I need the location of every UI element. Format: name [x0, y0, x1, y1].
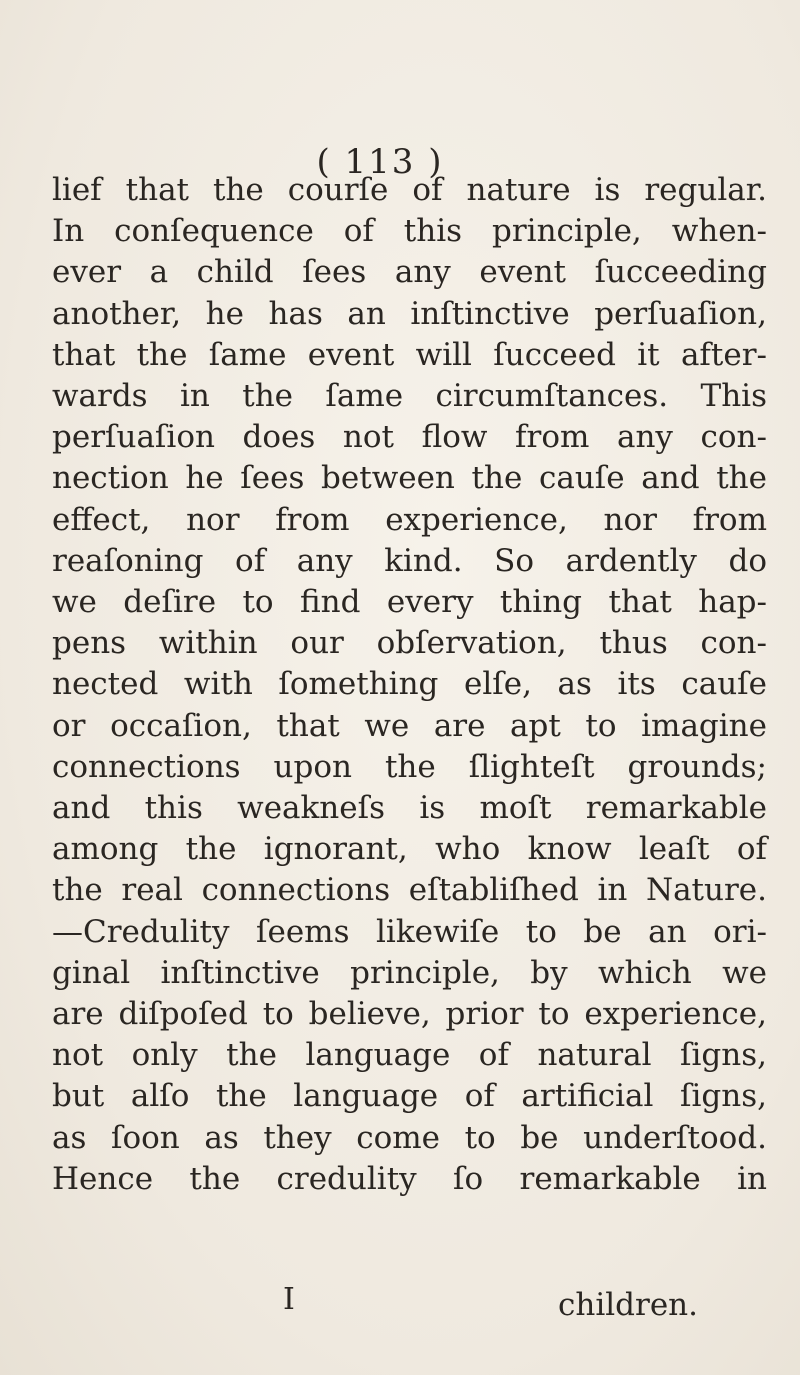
- text-line: Hence the credulity ſo remarkable in: [52, 1160, 767, 1197]
- text-line: among the ignorant, who know leaſt of: [52, 831, 767, 868]
- text-line: reaſoning of any kind. So ardently do: [52, 542, 767, 579]
- page-number: ( 113 ): [316, 142, 444, 182]
- text-line: and this weakneſs is moſt remarkable: [52, 790, 767, 827]
- body-text: [52, 170, 767, 1200]
- text-line: —Credulity ſeems likewiſe to be an ori-: [52, 913, 767, 950]
- text-line: another, he has an inſtinctive perſuaſion,: [52, 295, 767, 332]
- text-line: nection he ſees between the cauſe and the: [52, 460, 767, 497]
- text-line: wards in the ſame circumſtances. This: [52, 378, 767, 415]
- text-line: ever a child ſees any event ſucceeding: [52, 254, 767, 291]
- text-line: ginal inſtinctive principle, by which we: [52, 954, 767, 991]
- page-footer: [0, 1282, 800, 1326]
- text-line: In conſequence of this principle, when-: [52, 213, 767, 250]
- text-line: pens within our obſervation, thus con-: [52, 625, 767, 662]
- text-line: the real connections eſtabliſhed in Nature.: [52, 872, 767, 909]
- text-line: connections upon the ſlighteſt grounds;: [52, 748, 767, 785]
- text-line: we deſire to find every thing that hap-: [52, 584, 767, 621]
- signature-mark: I: [283, 1282, 295, 1317]
- text-line: that the ſame event will ſucceed it after-: [52, 336, 767, 373]
- catchword: children.: [558, 1287, 698, 1323]
- text-line: nected with ſomething elſe, as its cauſe: [52, 666, 767, 703]
- text-line: effect, nor from experience, nor from: [52, 501, 767, 538]
- text-line: but alſo the language of artificial ſigns,: [52, 1078, 767, 1115]
- text-line: not only the language of natural ſigns,: [52, 1037, 767, 1074]
- text-line: lief that the courſe of nature is regular.: [52, 172, 767, 208]
- text-line: as ſoon as they come to be underſtood.: [52, 1119, 767, 1156]
- text-line: are diſpoſed to believe, prior to experience,: [52, 996, 767, 1033]
- text-line: or occaſion, that we are apt to imagine: [52, 707, 767, 744]
- text-line: perſuaſion does not flow from any con-: [52, 419, 767, 456]
